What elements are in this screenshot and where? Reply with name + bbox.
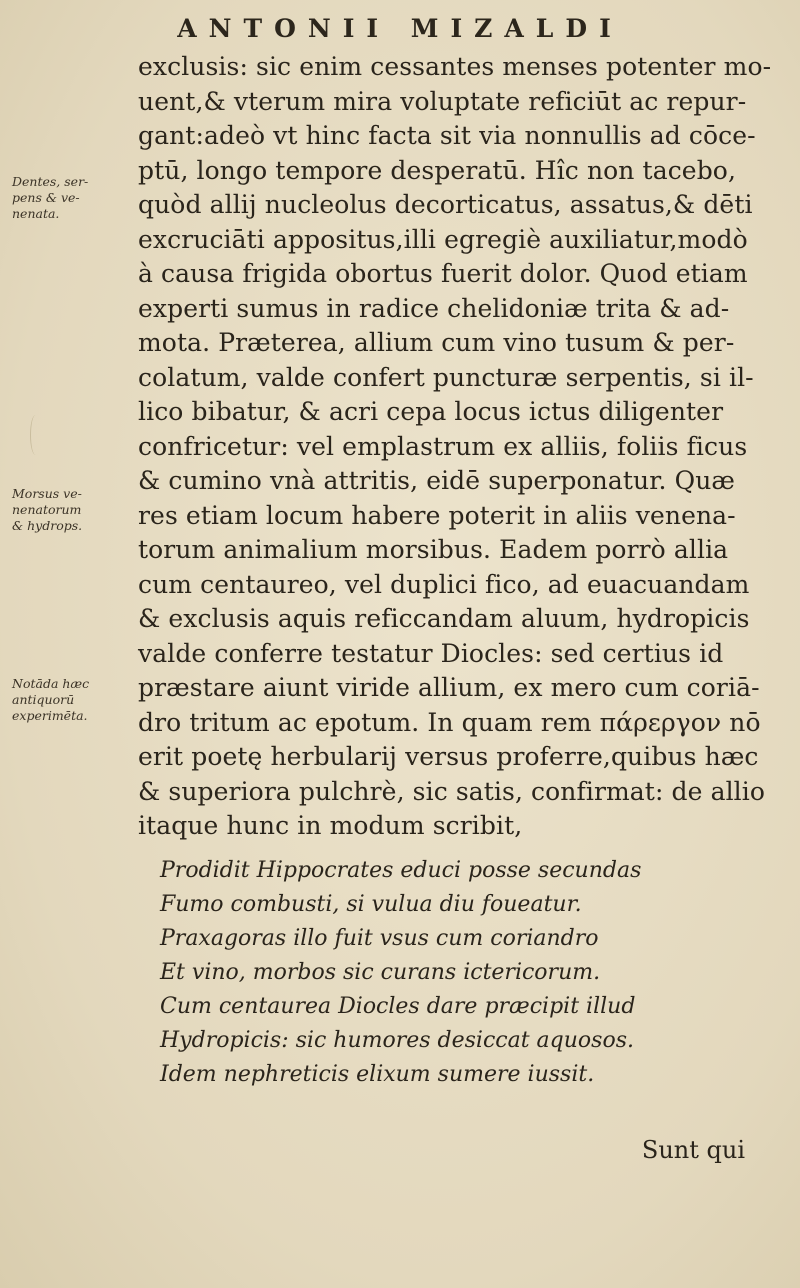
text-line: mota. Præterea, allium cum vino tusum & per- [138,328,735,357]
verse-line: Praxagoras illo fuit vsus cum coriandro [160,926,599,951]
text-line: quòd allij nucleolus decorticatus, assatus,& dēti [138,190,753,219]
verse-line: Idem nephreticis elixum sumere iussit. [160,1062,595,1087]
text-line: exclusis: sic enim cessantes menses potenter mo- [138,52,772,81]
marginal-note-bites [12,486,82,534]
marginal-note-line: Notāda hæc [12,676,90,691]
marginal-note-line: nenata. [12,206,60,221]
marginal-note-line: antiquorū [12,692,75,707]
text-line: itaque hunc in modum scribit, [138,811,523,840]
marginal-note-line: nenatorum [12,502,82,517]
text-line: torum animalium morsibus. Eadem porrò allia [138,535,729,564]
text-line: & exclusis aquis reficcandam aluum, hydropicis [138,604,750,633]
paper-stain [30,415,41,455]
marginal-note-line: Dentes, ser- [12,174,89,189]
verse-quotation [160,854,641,1092]
text-line: & superiora pulchrè, sic satis, confirmat: de allio [138,776,766,806]
marginal-note-teeth [12,174,88,222]
text-line: dro tritum ac epotum. In quam rem πάρεργον nō [138,707,761,737]
text-line: experti sumus in radice chelidoniæ trita & ad- [138,293,730,323]
verse-line: Cum centaurea Diocles dare præcipit illud [160,994,636,1019]
text-line: erit poetę herbularij versus proferre,quibus hæc [138,742,759,771]
text-line: & cumino vnà attritis, eidē superponatur. Quæ [138,466,736,495]
verse-line: Prodidit Hippocrates educi posse secundas [160,858,642,883]
text-line: excruciāti appositus,illi egregiè auxiliatur,modò [138,224,748,254]
running-header: ANTONII MIZALDI [177,14,623,43]
marginal-note-line: pens & ve- [12,190,80,205]
text-line: res etiam locum habere poterit in aliis venena- [138,500,736,530]
text-line: præstare aiunt viride allium, ex mero cum coriā- [138,673,760,702]
verse-line: Hydropicis: sic humores desiccat aquosos. [160,1028,634,1053]
main-text [138,50,778,844]
catchword: Sunt qui [641,1136,745,1164]
marginal-note-line: experimēta. [12,708,88,723]
marginal-note-line: & hydrops. [12,518,83,533]
text-line: à causa frigida obortus fuerit dolor. Quod etiam [138,259,748,288]
marginal-note-experiments [12,676,89,724]
text-line: confricetur: vel emplastrum ex alliis, foliis ficus [138,431,748,461]
verse-line: Fumo combusti, si vulua diu foueatur. [160,892,582,917]
text-line: colatum, valde confert puncturæ serpentis, si il- [138,362,754,392]
text-line: cum centaureo, vel duplici fico, ad euacuandam [138,569,750,599]
text-line: gant:adeò vt hinc facta sit via nonnullis ad cōce- [138,121,756,150]
text-line: lico bibatur, & acri cepa locus ictus diligenter [138,397,724,426]
text-line: valde conferre testatur Diocles: sed certius id [138,638,724,668]
text-line: ptū, longo tempore desperatū. Hîc non tacebo, [138,155,737,185]
verse-line: Et vino, morbos sic curans ictericorum. [160,960,601,985]
text-line: uent,& vterum mira voluptate reficiūt ac repur- [138,86,747,116]
marginal-note-line: Morsus ve- [12,486,82,501]
